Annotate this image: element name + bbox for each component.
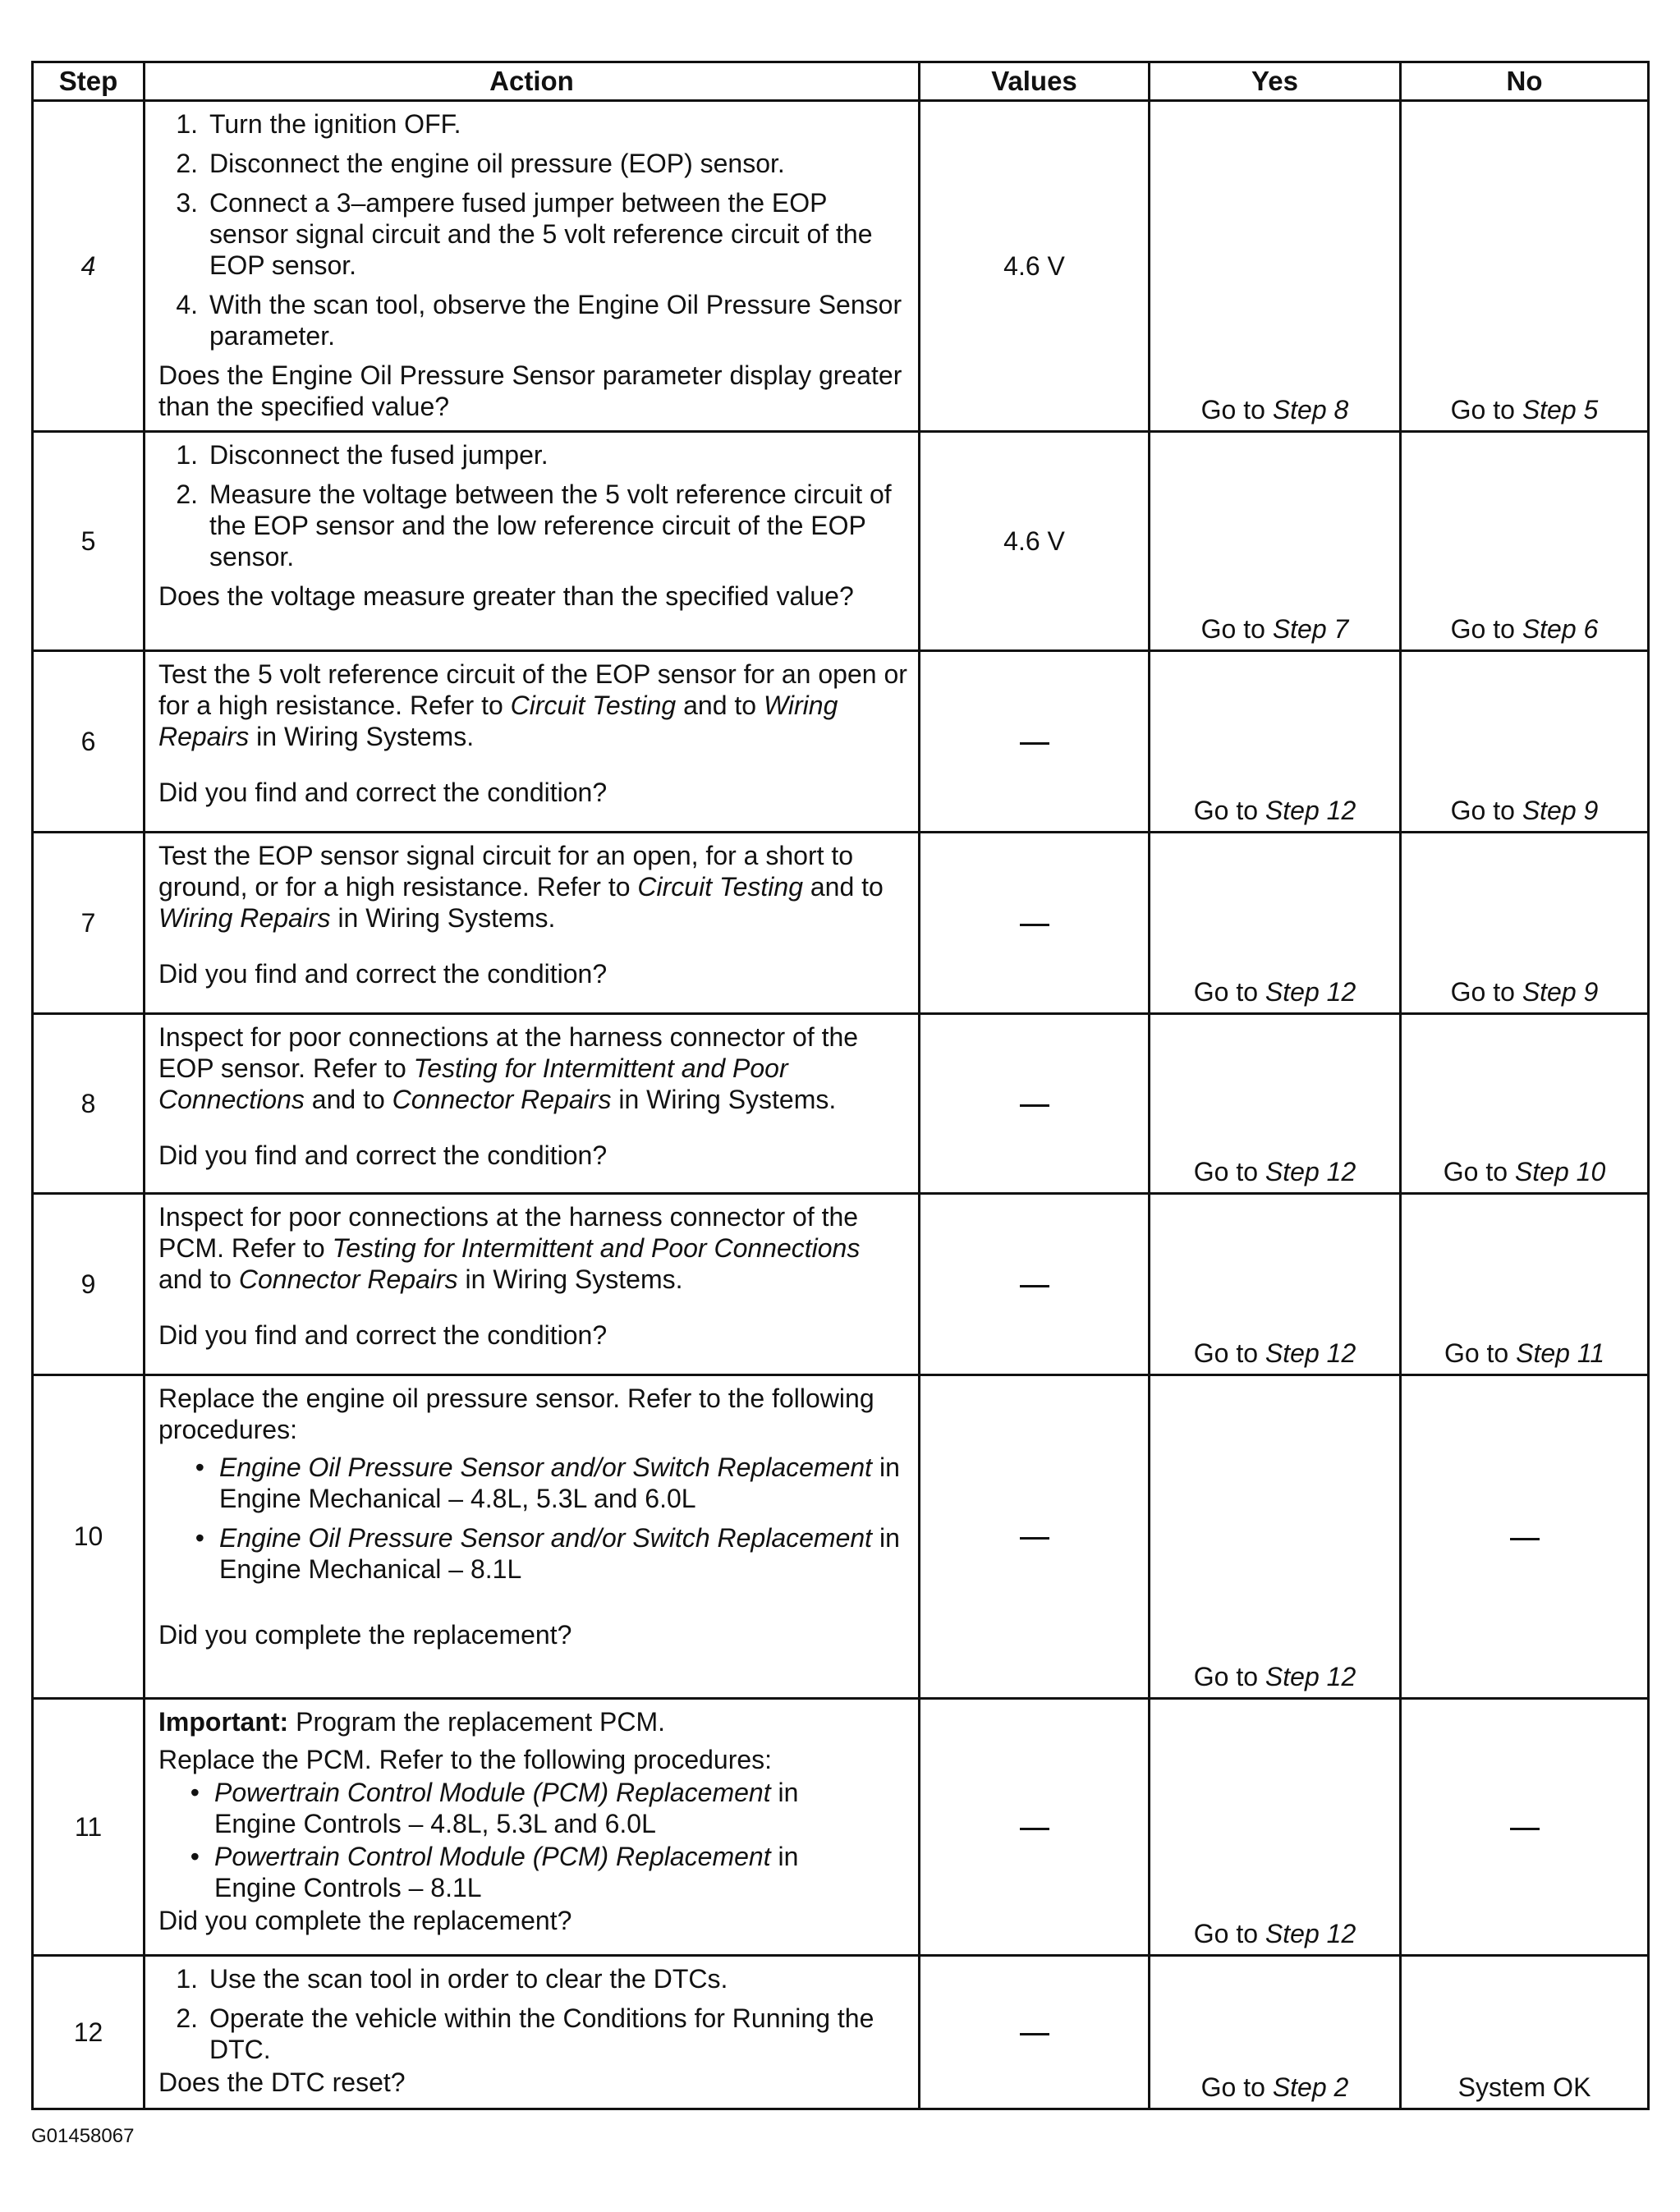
no-cell	[1401, 1699, 1649, 1956]
dash-mark	[1510, 1828, 1540, 1830]
list-item: 1. Use the scan tool in order to clear the DTCs.	[176, 1964, 728, 1994]
value-cell	[920, 1014, 1150, 1194]
question-text: Did you complete the replacement?	[158, 1906, 572, 1935]
step-number: 11	[33, 1699, 145, 1956]
yes-cell: Go to Step 12	[1150, 1375, 1401, 1699]
dash-mark	[1510, 1538, 1540, 1540]
header-yes: Yes	[1150, 62, 1401, 101]
step-link: Step 12	[1265, 1157, 1356, 1186]
action-cell	[145, 1699, 920, 1956]
yes-cell: Go to Step 12	[1150, 1194, 1401, 1375]
question-text: Does the Engine Oil Pressure Sensor parameter display greater than the specified value?	[158, 360, 902, 421]
action-text: Inspect for poor connections at the harness connector of the PCM. Refer to Testing for Intermittent and Poor Connections and to Connector Repairs in Wiring Systems.	[158, 1202, 861, 1294]
value-cell	[920, 1375, 1150, 1699]
step-link: Step 6	[1522, 614, 1599, 644]
dash-mark	[1020, 1537, 1049, 1540]
table-row	[33, 432, 1649, 651]
action-cell	[145, 432, 920, 651]
no-cell: Go to Step 9	[1401, 833, 1649, 1014]
step-link: Step 9	[1522, 796, 1599, 825]
step-number: 6	[33, 651, 145, 833]
list-item: • Engine Oil Pressure Sensor and/or Switch Replacement in Engine Mechanical – 8.1L	[195, 1523, 900, 1584]
action-cell	[145, 1194, 920, 1375]
step-link: Step 5	[1522, 395, 1599, 425]
list-item: • Powertrain Control Module (PCM) Replacement in Engine Controls – 4.8L, 5.3L and 6.0L	[190, 1778, 799, 1838]
action-cell	[145, 1375, 920, 1699]
step-link: Step 12	[1265, 1919, 1356, 1948]
action-text: Test the 5 volt reference circuit of the EOP sensor for an open or for a high resistance. Refer to Circuit Testing and to Wiring Repairs in Wiring Systems.	[158, 659, 907, 751]
list-item: 4. With the scan tool, observe the Engine Oil Pressure Sensor parameter.	[176, 290, 902, 351]
list-item: • Powertrain Control Module (PCM) Replacement in Engine Controls – 8.1L	[190, 1842, 799, 1902]
step-link: Step 12	[1265, 1338, 1356, 1368]
dash-mark	[1020, 1828, 1049, 1830]
yes-cell: Go to Step 2	[1150, 1956, 1401, 2109]
question-text: Does the voltage measure greater than the specified value?	[158, 581, 854, 611]
action-cell	[145, 833, 920, 1014]
step-number: 7	[33, 833, 145, 1014]
table-row	[33, 833, 1649, 1014]
list-item: 2. Operate the vehicle within the Conditions for Running the DTC.	[176, 2003, 874, 2064]
action-text: Replace the PCM. Refer to the following procedures:	[158, 1745, 773, 1774]
step-number: 4	[33, 101, 145, 432]
table-row	[33, 1699, 1649, 1956]
list-item: • Engine Oil Pressure Sensor and/or Switch Replacement in Engine Mechanical – 4.8L, 5.3L and 6.0L	[195, 1452, 900, 1513]
step-link: Step 12	[1265, 977, 1356, 1007]
step-link: Step 12	[1265, 796, 1356, 825]
action-cell	[145, 651, 920, 833]
question-text: Did you complete the replacement?	[158, 1620, 572, 1650]
action-text: Inspect for poor connections at the harness connector of the EOP sensor. Refer to Testing for Intermittent and Poor Connections and to Connector Repairs in Wiring Systems.	[158, 1022, 859, 1114]
step-link: Step 8	[1272, 395, 1349, 425]
value-cell: 4.6 V	[920, 101, 1150, 432]
table-row	[33, 1194, 1649, 1375]
yes-cell: Go to Step 12	[1150, 833, 1401, 1014]
list-item: 3. Connect a 3–ampere fused jumper between the EOP sensor signal circuit and the 5 volt reference circuit of the EOP sensor.	[176, 188, 873, 280]
step-link: Step 9	[1522, 977, 1599, 1007]
action-cell	[145, 101, 920, 432]
question-text: Does the DTC reset?	[158, 2067, 406, 2097]
no-cell: System OK	[1401, 1956, 1649, 2109]
step-number: 12	[33, 1956, 145, 2109]
action-text: Replace the engine oil pressure sensor. Refer to the following procedures:	[158, 1384, 874, 1444]
step-number: 10	[33, 1375, 145, 1699]
yes-cell: Go to Step 7	[1150, 432, 1401, 651]
step-link: Step 2	[1272, 2072, 1349, 2102]
value-cell	[920, 1194, 1150, 1375]
step-link: Step 12	[1265, 1662, 1356, 1691]
table-row	[33, 1014, 1649, 1194]
no-cell: Go to Step 6	[1401, 432, 1649, 651]
header-row	[33, 62, 1649, 101]
list-item: 1. Disconnect the fused jumper.	[176, 440, 549, 470]
no-cell: Go to Step 10	[1401, 1014, 1649, 1194]
diagnostic-page	[31, 61, 1647, 2110]
figure-id: G01458067	[31, 2125, 135, 2147]
step-number: 5	[33, 432, 145, 651]
value-cell	[920, 833, 1150, 1014]
dash-mark	[1020, 1285, 1049, 1287]
step-link: Step 11	[1516, 1338, 1605, 1368]
table-row	[33, 651, 1649, 833]
no-cell: Go to Step 9	[1401, 651, 1649, 833]
action-text: Test the EOP sensor signal circuit for an open, for a short to ground, or for a high resistance. Refer to Circuit Testing and to Wiring Repairs in Wiring Systems.	[158, 841, 884, 933]
header-no: No	[1401, 62, 1649, 101]
header-step: Step	[33, 62, 145, 101]
dash-mark	[1020, 924, 1049, 926]
dash-mark	[1020, 1104, 1049, 1107]
yes-cell: Go to Step 12	[1150, 1699, 1401, 1956]
question-text: Did you find and correct the condition?	[158, 1320, 608, 1350]
question-text: Did you find and correct the condition?	[158, 959, 608, 989]
no-cell: Go to Step 5	[1401, 101, 1649, 432]
list-item: 2. Disconnect the engine oil pressure (EOP) sensor.	[176, 149, 785, 178]
question-text: Did you find and correct the condition?	[158, 778, 608, 807]
yes-cell: Go to Step 12	[1150, 1014, 1401, 1194]
value-cell	[920, 1956, 1150, 2109]
step-number: 9	[33, 1194, 145, 1375]
value-cell: 4.6 V	[920, 432, 1150, 651]
action-cell	[145, 1956, 920, 2109]
step-number: 8	[33, 1014, 145, 1194]
question-text: Did you find and correct the condition?	[158, 1140, 608, 1170]
important-note: Important: Program the replacement PCM.	[158, 1707, 666, 1737]
table-row	[33, 101, 1649, 432]
value-cell	[920, 651, 1150, 833]
value-cell	[920, 1699, 1150, 1956]
no-cell: Go to Step 11	[1401, 1194, 1649, 1375]
list-item: 1. Turn the ignition OFF.	[176, 109, 461, 139]
diagnostic-table	[31, 61, 1650, 2110]
no-cell	[1401, 1375, 1649, 1699]
step-link: Step 10	[1514, 1157, 1606, 1186]
step-link: Step 7	[1272, 614, 1349, 644]
yes-cell: Go to Step 8	[1150, 101, 1401, 432]
yes-cell: Go to Step 12	[1150, 651, 1401, 833]
header-values: Values	[920, 62, 1150, 101]
dash-mark	[1020, 742, 1049, 745]
table-row	[33, 1375, 1649, 1699]
table-row	[33, 1956, 1649, 2109]
list-item: 2. Measure the voltage between the 5 volt reference circuit of the EOP sensor and the low reference circuit of the EOP sensor.	[176, 480, 892, 571]
dash-mark	[1020, 2033, 1049, 2035]
action-cell	[145, 1014, 920, 1194]
header-action: Action	[145, 62, 920, 101]
